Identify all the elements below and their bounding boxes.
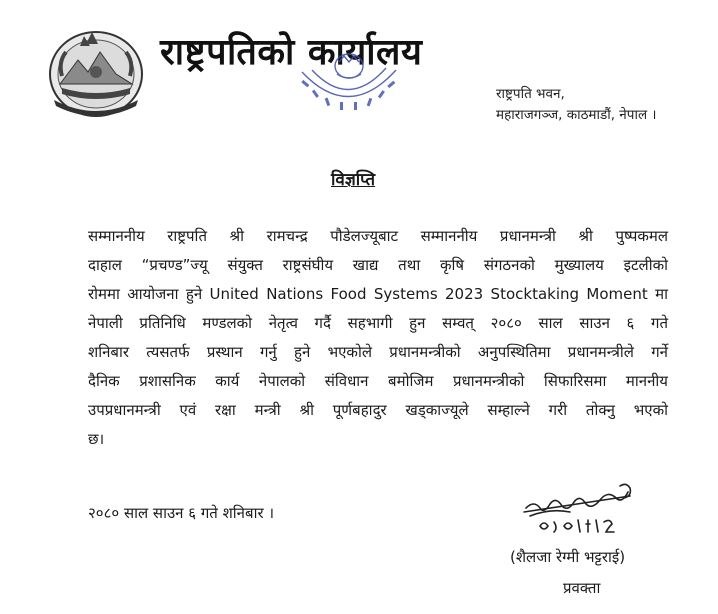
signatory-name: (शैलजा रेग्मी भट्टराई) [510,548,626,566]
office-seal-stamp-icon [292,52,406,124]
notice-body [88,222,668,454]
body-line: सम्माननीय राष्ट्रपति श्री रामचन्द्र पौडेलज्यूबाट सम्माननीय प्रधानमन्त्री श्री पुष्पकमल [88,227,668,245]
body-line: दैनिक प्रशासनिक कार्य नेपालको संविधान बमोजिम प्रधानमन्त्रीको सिफारिसमा माननीय [88,372,668,390]
body-line: नेपाली प्रतिनिधि मण्डलको नेतृत्व गर्दै सहभागी हुन सम्वत् २०८० साल साउन ६ गते [88,314,668,332]
notice-heading: विज्ञप्ति [331,170,376,190]
body-line: रोममा आयोजना हुने United Nations Food Systems 2023 Stocktaking Moment मा [88,285,668,303]
nepal-government-emblem-icon [44,22,148,122]
handwritten-signature-icon [520,478,636,540]
signatory-title: प्रवक्ता [563,579,601,597]
office-address [496,84,657,126]
office-title: राष्ट्रपतिको कार्यालय [160,32,423,73]
address-line-1: राष्ट्रपति भवन, [496,86,565,102]
address-line-2: महाराजगञ्ज, काठमाडौं, नेपाल । [496,107,657,123]
body-line: शनिबार त्यसतर्फ प्रस्थान गर्नु हुने भएकोले प्रधानमन्त्रीको अनुपस्थितिमा प्रधानमन्त्रीले गर्ने [88,343,668,361]
notice-date: २०८० साल साउन ६ गते शनिबार । [88,504,275,522]
body-line: दाहाल “प्रचण्ड”ज्यू संयुक्त राष्ट्रसंघीय खाद्य तथा कृषि संगठनको मुख्यालय इटलीको [88,256,668,274]
body-line: छ। [88,430,105,448]
body-line: उपप्रधानमन्त्री एवं रक्षा मन्त्री श्री पूर्णबहादुर खड्काज्यूले सम्हाल्ने गरी तोक्नु भएको [88,401,668,419]
